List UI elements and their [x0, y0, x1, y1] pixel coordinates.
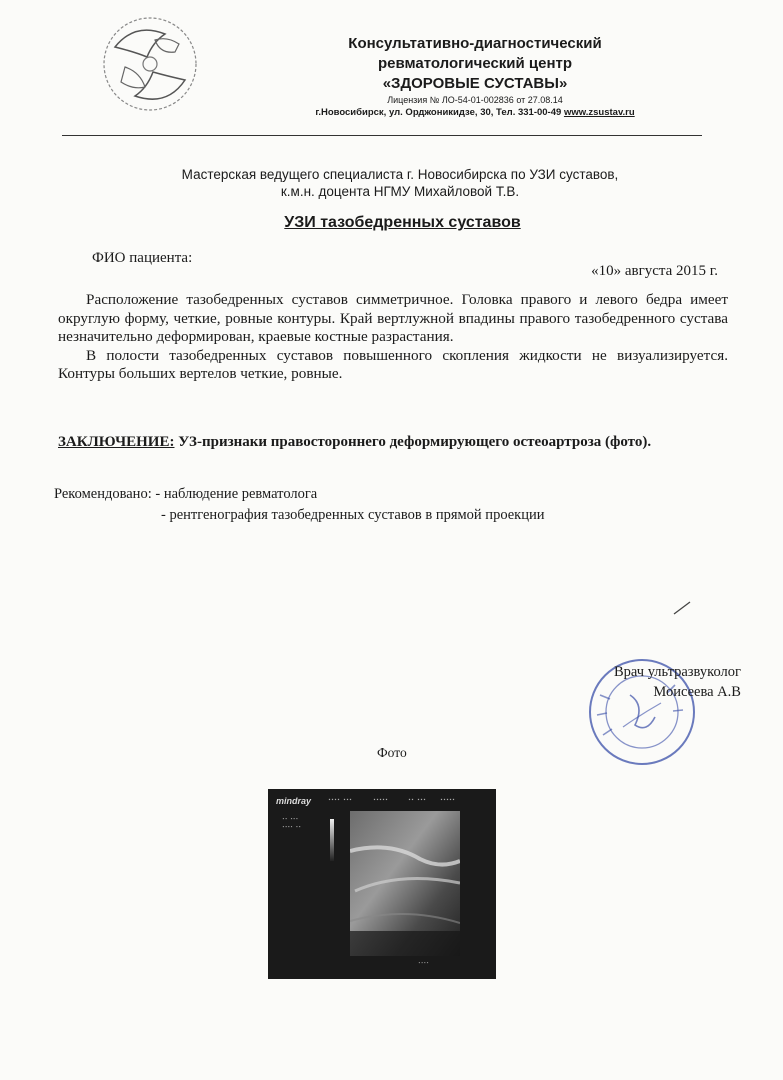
ultrasound-footer-text: ▪▪▪▪: [418, 961, 429, 966]
ultrasound-header-text: ▪▪▪▪ ▪▪▪: [328, 797, 353, 803]
org-name-line1: Консультативно-диагностический: [348, 35, 602, 52]
recommendations-label: Рекомендовано:: [54, 486, 152, 502]
ultrasound-params: ▪▪ ▪▪▪: [282, 817, 299, 822]
recommendations: [54, 484, 545, 526]
ultrasound-scan-area: [350, 811, 460, 956]
ultrasound-header-text: ▪▪ ▪▪▪: [408, 797, 427, 803]
website-link[interactable]: www.zsustav.ru: [563, 107, 635, 118]
lab-info-line1: Мастерская ведущего специалиста г. Новосибирска по УЗИ суставов,: [181, 167, 619, 182]
ultrasound-header-text: ▪▪▪▪▪: [373, 797, 389, 803]
ultrasound-header-text: ▪▪▪▪▪: [440, 797, 456, 803]
license-number: Лицензия № ЛО-54-01-002836 от 27.08.14: [387, 95, 563, 105]
recommendation-item: - рентгенография тазобедренных суставов в прямой проекции: [161, 507, 545, 523]
findings-paragraph: В полости тазобедренных суставов повышенного скопления жидкости не визуализируется. Контуры больших вертелов четкие, ровные.: [58, 346, 728, 382]
ultrasound-image: [268, 789, 496, 979]
lab-info: [120, 166, 680, 200]
conclusion-text: УЗ-признаки правостороннего деформирующего остеоартроза (фото).: [174, 434, 652, 450]
findings-paragraph: Расположение тазобедренных суставов симметричное. Головка правого и левого бедра имеет округлую форму, четкие, ровные контуры. Край вертлужной впадины правого тазобедренного сустава незначительно деформирован, краевые костные разрастания.: [58, 291, 728, 345]
conclusion-heading: ЗАКЛЮЧЕНИЕ:: [58, 434, 175, 450]
conclusion: [58, 434, 748, 451]
ultrasound-brand: mindray: [276, 796, 312, 806]
org-name-line2: ревматологический центр: [377, 55, 573, 72]
patient-name-label: ФИО пациента:: [92, 250, 193, 266]
doctor-name: Моисеева А.В: [653, 684, 741, 700]
clinic-logo: [95, 12, 205, 117]
exam-date: «10» августа 2015 г.: [591, 263, 718, 279]
org-name-line3: «ЗДОРОВЫЕ СУСТАВЫ»: [382, 75, 568, 92]
recommendation-item: - наблюдение ревматолога: [155, 486, 318, 502]
findings-text: [58, 291, 728, 384]
header-divider: [62, 135, 702, 136]
pen-mark-icon: [672, 600, 692, 616]
document-title: УЗИ тазобедренных суставов: [284, 214, 521, 231]
doctor-signature-block: [614, 662, 741, 702]
organization-header: [240, 34, 710, 120]
ultrasound-grayscale-bar: [330, 819, 334, 861]
lab-info-line2: к.м.н. доцента НГМУ Михайловой Т.В.: [280, 184, 520, 199]
address-line: [240, 106, 710, 120]
ultrasound-params: ▪▪▪▪ ▪▪: [282, 825, 301, 830]
photo-label: Фото: [377, 745, 407, 760]
address: г.Новосибирск, ул. Орджоникидзе, 30, Тел. 331-00-49: [315, 107, 562, 118]
doctor-title: Врач ультразвуколог: [614, 664, 741, 680]
recommendation-line-1: [54, 484, 545, 505]
